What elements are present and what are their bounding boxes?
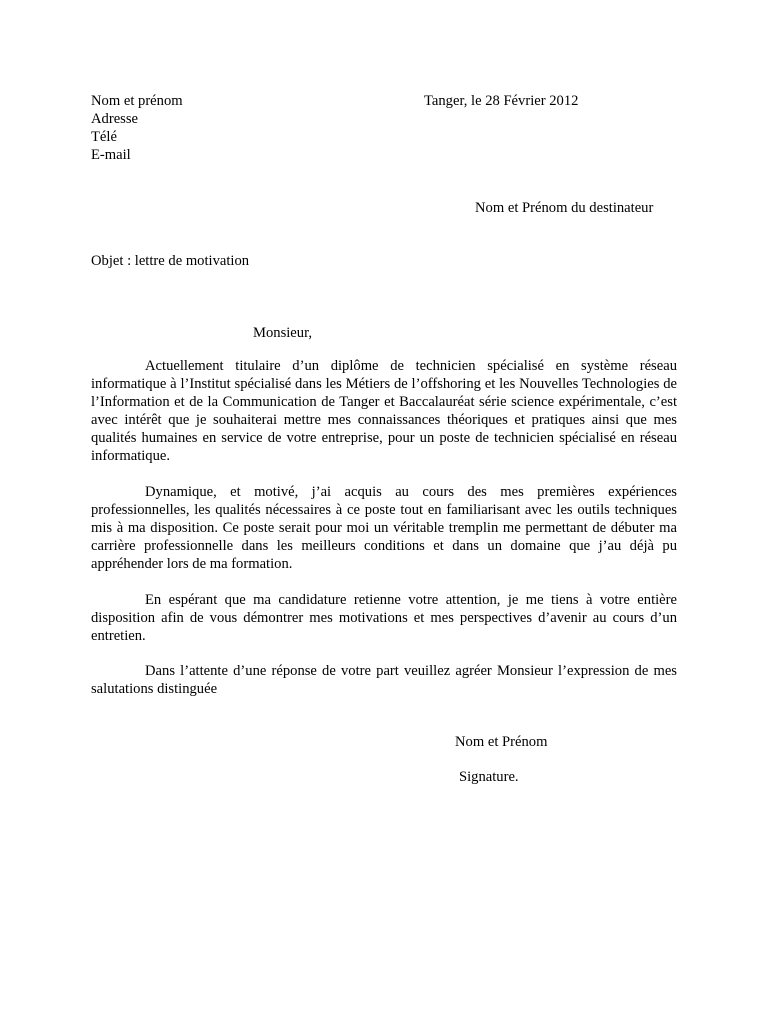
body-paragraph-3: En espérant que ma candidature retienne votre attention, je me tiens à votre entière disposition afin de vous démontrer mes motivations et mes perspectives d’avenir au cours d’un entretien. (91, 592, 677, 644)
body-paragraph-4: Dans l’attente d’une réponse de votre part veuillez agréer Monsieur l’expression de mes salutations distinguée (91, 663, 677, 697)
closing-signature: Signature. (459, 769, 519, 785)
sender-email: E-mail (91, 147, 131, 163)
sender-phone: Télé (91, 129, 117, 145)
subject-line: Objet : lettre de motivation (91, 253, 250, 269)
salutation: Monsieur, (253, 325, 313, 341)
body-paragraph-2: Dynamique, et motivé, j’ai acquis au cours des mes premières expériences professionnelles, les qualités nécessaires à ce poste tout en familiarisant avec les outils techniques mis à ma disposition. Ce poste serait pour moi un véritable tremplin me permettant de débuter ma carrière professionnelle dans les meilleurs conditions et dans un domaine que j’au déjà pu appréhender lors de ma formation. (91, 484, 677, 572)
sender-address: Adresse (91, 111, 139, 127)
sender-name: Nom et prénom (91, 93, 183, 109)
closing-name: Nom et Prénom (455, 734, 548, 750)
body-paragraph-1: Actuellement titulaire d’un diplôme de technicien spécialisé en système réseau informatique à l’Institut spécialisé dans les Métiers de l’offshoring et les Nouvelles Technologies de l’Information et de la Communication de Tanger et Baccalauréat série science expérimentale, c’est avec intérêt que je souhaiterai mettre mes connaissances théoriques et pratiques ainsi que mes qualités humaines en service de votre entreprise, pour un poste de technicien spécialisé en réseau informatique. (91, 358, 677, 464)
date-line: Tanger, le 28 Février 2012 (424, 93, 579, 109)
recipient-name: Nom et Prénom du destinateur (475, 200, 654, 216)
sender-block (91, 92, 183, 164)
